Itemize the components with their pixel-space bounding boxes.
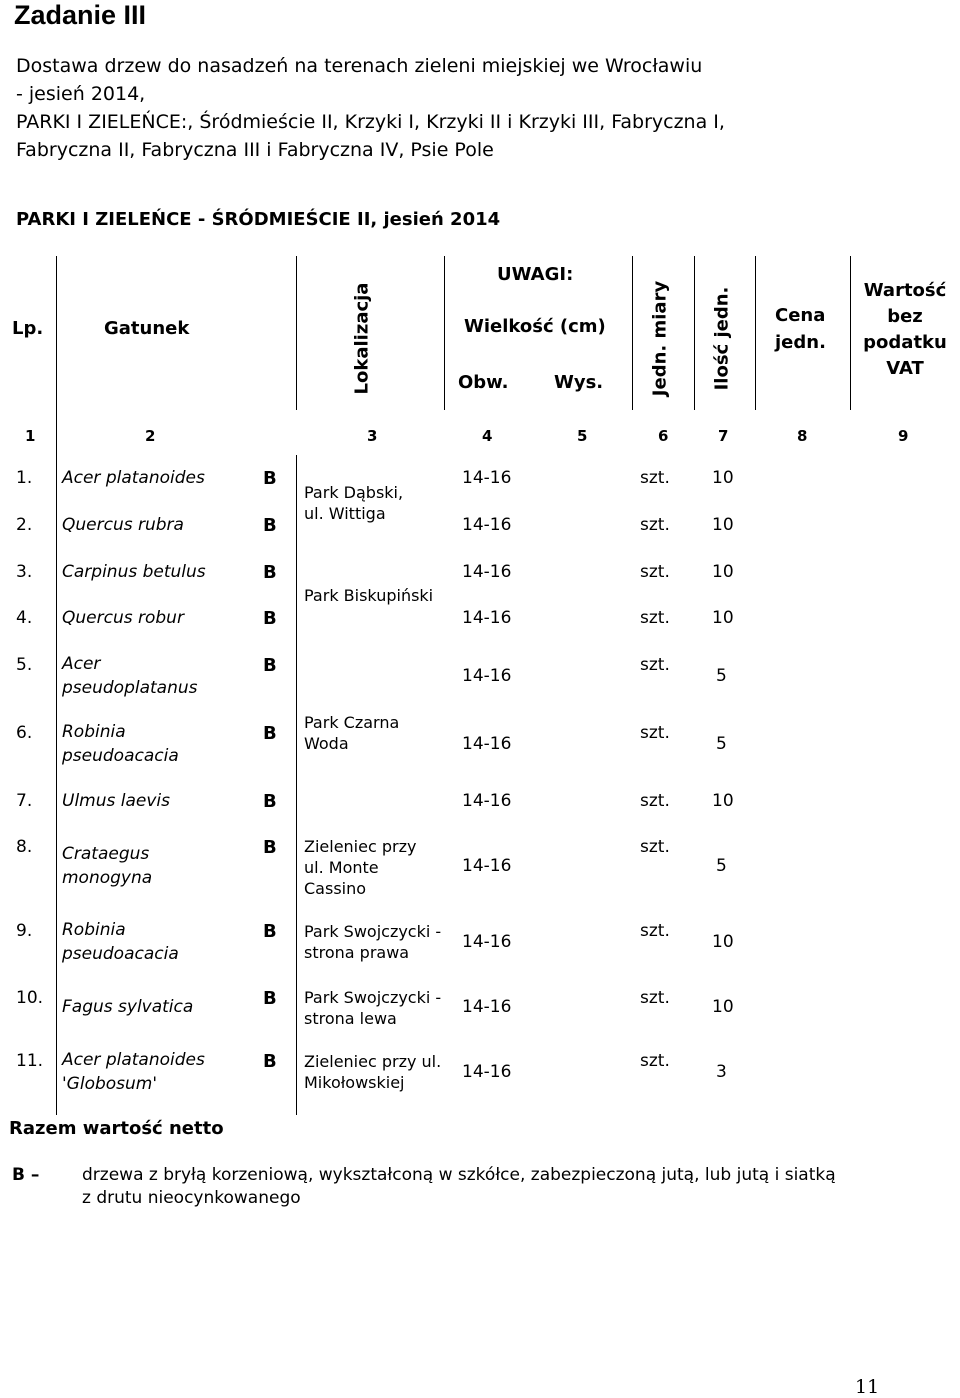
column-number: 9 — [898, 427, 909, 445]
row-b-marker: B — [263, 655, 277, 676]
row-ilosc: 10 — [712, 562, 734, 582]
row-jm: szt. — [640, 723, 670, 743]
header-lp: Lp. — [12, 318, 44, 339]
row-lp: 10. — [16, 988, 44, 1008]
row-b-marker: B — [263, 608, 277, 629]
row-lp: 11. — [16, 1051, 44, 1071]
row-obw: 14-16 — [462, 791, 512, 811]
row-jm: szt. — [640, 921, 670, 941]
row-lp: 2. — [16, 515, 33, 535]
header-wartosc: bez — [887, 306, 923, 327]
row-jm: szt. — [640, 562, 670, 582]
row-jm: szt. — [640, 608, 670, 628]
row-gatunek: Robinia — [62, 920, 126, 940]
row-gatunek: pseudoacacia — [62, 944, 179, 964]
row-obw: 14-16 — [462, 608, 512, 628]
column-number: 6 — [658, 427, 669, 445]
header-wys: Wys. — [554, 372, 604, 393]
column-number: 7 — [718, 427, 729, 445]
row-lp: 6. — [16, 723, 33, 743]
row-b-marker: B — [263, 921, 277, 942]
row-ilosc: 5 — [716, 856, 727, 876]
row-gatunek: Acer platanoides — [62, 1050, 205, 1070]
column-number: 5 — [577, 427, 588, 445]
row-gatunek: Fagus sylvatica — [62, 997, 194, 1017]
row-gatunek: 'Globosum' — [62, 1074, 158, 1094]
row-jm: szt. — [640, 791, 670, 811]
header-uwagi: UWAGI: — [497, 264, 574, 285]
row-gatunek: Quercus rubra — [62, 515, 184, 535]
row-obw: 14-16 — [462, 515, 512, 535]
row-b-marker: B — [263, 723, 277, 744]
row-gatunek: Acer — [62, 654, 101, 674]
header-wartosc: Wartość — [863, 280, 947, 301]
row-obw: 14-16 — [462, 468, 512, 488]
row-gatunek: Carpinus betulus — [62, 562, 206, 582]
row-lp: 5. — [16, 655, 33, 675]
row-b-marker: B — [263, 837, 277, 858]
header-ilosc: Ilość jedn. — [711, 286, 733, 391]
intro-line: PARKI I ZIELEŃCE:, Śródmieście II, Krzyki I, Krzyki II i Krzyki III, Fabryczna I, — [16, 111, 725, 133]
intro-line: - jesień 2014, — [16, 83, 146, 105]
header-cena: Cena — [775, 305, 826, 326]
header-jedn-miary: Jedn. miary — [649, 280, 671, 397]
location-group: Park Dąbski, ul. Wittiga — [304, 483, 404, 523]
header-wartosc: VAT — [886, 358, 924, 379]
total-label: Razem wartość netto — [9, 1118, 224, 1139]
footnote-text: z drutu nieocynkowanego — [82, 1188, 301, 1208]
row-ilosc: 10 — [712, 997, 734, 1017]
page-number: 11 — [855, 1376, 880, 1398]
header-wartosc: podatku — [863, 332, 947, 353]
header-lokalizacja: Lokalizacja — [351, 282, 373, 395]
row-obw: 14-16 — [462, 1062, 512, 1082]
row-lp: 7. — [16, 791, 33, 811]
intro-line: Fabryczna II, Fabryczna III i Fabryczna IV, Psie Pole — [16, 139, 494, 161]
row-lp: 9. — [16, 921, 33, 941]
section-heading: PARKI I ZIELEŃCE - ŚRÓDMIEŚCIE II, jesień 2014 — [16, 209, 501, 230]
row-obw: 14-16 — [462, 856, 512, 876]
row-b-marker: B — [263, 468, 277, 489]
row-jm: szt. — [640, 988, 670, 1008]
header-obw: Obw. — [458, 372, 509, 393]
row-ilosc: 10 — [712, 515, 734, 535]
row-lp: 8. — [16, 837, 33, 857]
row-obw: 14-16 — [462, 666, 512, 686]
intro-line: Dostawa drzew do nasadzeń na terenach zieleni miejskiej we Wrocławiu — [16, 55, 703, 77]
row-ilosc: 3 — [716, 1062, 727, 1082]
row-lp: 4. — [16, 608, 33, 628]
row-lokalizacja: Park Swojczycki - strona lewa — [304, 988, 442, 1028]
footnote-key: B – — [12, 1165, 40, 1185]
row-obw: 14-16 — [462, 562, 512, 582]
header-cena-jedn: jedn. — [775, 332, 826, 353]
row-ilosc: 5 — [716, 734, 727, 754]
column-number: 8 — [797, 427, 808, 445]
footnote-text: drzewa z bryłą korzeniową, wykształconą w szkółce, zabezpieczoną jutą, lub jutą i siatką — [82, 1165, 836, 1185]
row-jm: szt. — [640, 468, 670, 488]
row-b-marker: B — [263, 988, 277, 1009]
row-gatunek: Robinia — [62, 722, 126, 742]
row-gatunek: Crataegus — [62, 844, 150, 864]
row-gatunek: pseudoacacia — [62, 746, 179, 766]
row-jm: szt. — [640, 837, 670, 857]
row-ilosc: 10 — [712, 932, 734, 952]
row-gatunek: Ulmus laevis — [62, 791, 171, 811]
row-ilosc: 10 — [712, 608, 734, 628]
row-b-marker: B — [263, 1051, 277, 1072]
row-lokalizacja: Zieleniec przy ul. Monte Cassino — [304, 837, 417, 898]
row-ilosc: 5 — [716, 666, 727, 686]
row-gatunek: Acer platanoides — [62, 468, 205, 488]
row-b-marker: B — [263, 515, 277, 536]
page-title: Zadanie III — [14, 0, 147, 30]
column-number: 1 — [25, 427, 36, 445]
header-wielkosc: Wielkość (cm) — [464, 316, 606, 337]
row-gatunek: monogyna — [62, 868, 153, 888]
row-ilosc: 10 — [712, 791, 734, 811]
row-obw: 14-16 — [462, 997, 512, 1017]
column-number: 4 — [482, 427, 493, 445]
row-ilosc: 10 — [712, 468, 734, 488]
row-obw: 14-16 — [462, 932, 512, 952]
row-obw: 14-16 — [462, 734, 512, 754]
column-number: 3 — [367, 427, 378, 445]
row-lokalizacja: Zieleniec przy ul. Mikołowskiej — [304, 1052, 442, 1092]
location-group: Park Biskupiński — [304, 586, 434, 605]
row-jm: szt. — [640, 515, 670, 535]
location-group: Park Czarna Woda — [304, 713, 400, 753]
row-jm: szt. — [640, 655, 670, 675]
row-gatunek: pseudoplatanus — [62, 678, 198, 698]
row-lp: 1. — [16, 468, 33, 488]
row-b-marker: B — [263, 562, 277, 583]
row-gatunek: Quercus robur — [62, 608, 184, 628]
row-b-marker: B — [263, 791, 277, 812]
column-number: 2 — [145, 427, 156, 445]
row-lokalizacja: Park Swojczycki - strona prawa — [304, 922, 442, 962]
row-lp: 3. — [16, 562, 33, 582]
row-jm: szt. — [640, 1051, 670, 1071]
header-gatunek: Gatunek — [104, 318, 190, 339]
